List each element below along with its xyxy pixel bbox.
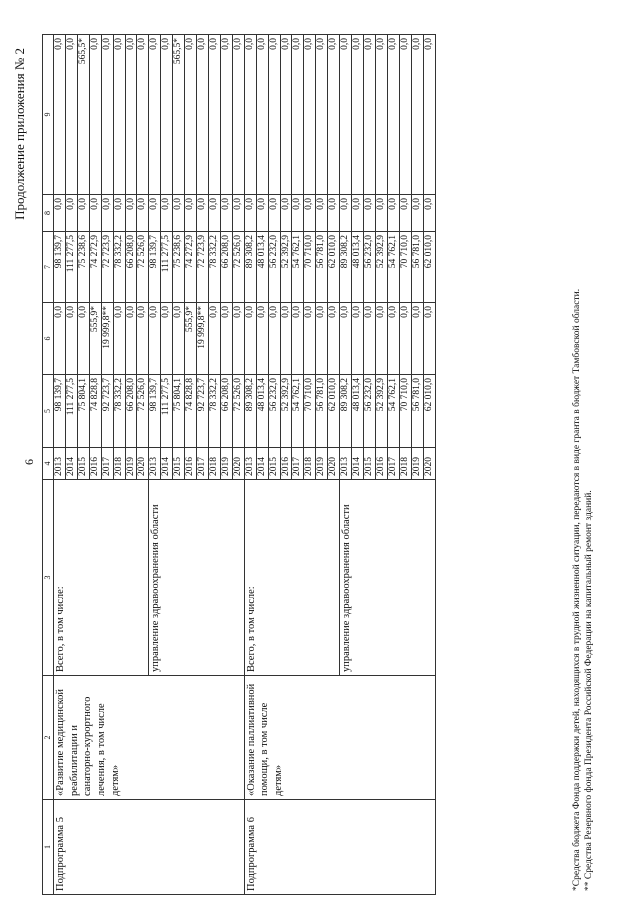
amount-cell: 111 277,5 bbox=[65, 232, 77, 303]
amount-cell: 56 232,0 bbox=[363, 232, 375, 303]
amount-cell: 0,0 bbox=[411, 35, 423, 195]
amount-cell: 56 781,0 bbox=[316, 232, 328, 303]
column-number-header: 8 bbox=[43, 195, 54, 232]
amount-cell: 0,0 bbox=[268, 303, 280, 375]
year-cell: 2019 bbox=[220, 448, 232, 480]
amount-cell: 19 999,8** bbox=[101, 303, 113, 375]
amount-cell: 0,0 bbox=[161, 195, 173, 232]
amount-cell: 98 139,7 bbox=[149, 232, 161, 303]
amount-cell: 54 762,1 bbox=[387, 232, 399, 303]
amount-cell: 0,0 bbox=[208, 35, 220, 195]
amount-cell: 0,0 bbox=[280, 303, 292, 375]
amount-cell: 555,9* bbox=[89, 303, 101, 375]
amount-cell: 72 526,0 bbox=[137, 375, 149, 448]
amount-cell: 0,0 bbox=[101, 35, 113, 195]
amount-cell: 62 010,0 bbox=[423, 375, 435, 448]
amount-cell: 48 013,4 bbox=[256, 375, 268, 448]
amount-cell: 0,0 bbox=[316, 35, 328, 195]
amount-cell: 0,0 bbox=[113, 303, 125, 375]
continuation-caption: Продолжение приложения № 2 bbox=[12, 48, 27, 220]
subprogram-number-cell: Подпрограмма 5 bbox=[54, 800, 245, 895]
year-cell: 2014 bbox=[256, 448, 268, 480]
amount-cell: 78 332,2 bbox=[208, 232, 220, 303]
amount-cell: 0,0 bbox=[256, 303, 268, 375]
amount-cell: 0,0 bbox=[328, 303, 340, 375]
amount-cell: 0,0 bbox=[89, 195, 101, 232]
amount-cell: 66 208,0 bbox=[125, 375, 137, 448]
amount-cell: 52 392,9 bbox=[375, 232, 387, 303]
year-cell: 2018 bbox=[399, 448, 411, 480]
column-number-header: 1 bbox=[43, 800, 54, 895]
year-cell: 2015 bbox=[173, 448, 185, 480]
amount-cell: 0,0 bbox=[423, 35, 435, 195]
amount-cell: 0,0 bbox=[65, 303, 77, 375]
table-row bbox=[54, 35, 66, 895]
amount-cell: 70 710,0 bbox=[399, 232, 411, 303]
amount-cell: 0,0 bbox=[77, 303, 89, 375]
amount-cell: 0,0 bbox=[65, 195, 77, 232]
amount-cell: 56 781,0 bbox=[411, 232, 423, 303]
amount-cell: 98 139,7 bbox=[54, 232, 66, 303]
amount-cell: 0,0 bbox=[101, 195, 113, 232]
amount-cell: 0,0 bbox=[125, 303, 137, 375]
amount-cell: 89 308,2 bbox=[244, 375, 256, 448]
amount-cell: 75 804,1 bbox=[77, 375, 89, 448]
amount-cell: 0,0 bbox=[280, 35, 292, 195]
amount-cell: 0,0 bbox=[149, 303, 161, 375]
year-cell: 2013 bbox=[149, 448, 161, 480]
amount-cell: 56 232,0 bbox=[363, 375, 375, 448]
amount-cell: 48 013,4 bbox=[352, 232, 364, 303]
amount-cell: 78 332,2 bbox=[113, 375, 125, 448]
amount-cell: 78 332,2 bbox=[208, 375, 220, 448]
table-row bbox=[244, 35, 256, 895]
amount-cell: 98 139,7 bbox=[54, 375, 66, 448]
amount-cell: 0,0 bbox=[375, 303, 387, 375]
funding-source-cell: управление здравоохранения области bbox=[340, 480, 435, 676]
amount-cell: 0,0 bbox=[149, 35, 161, 195]
year-cell: 2020 bbox=[137, 448, 149, 480]
amount-cell: 0,0 bbox=[423, 195, 435, 232]
amount-cell: 0,0 bbox=[149, 195, 161, 232]
amount-cell: 62 010,0 bbox=[328, 232, 340, 303]
subprogram-title-cell: «Развитие медицинской реабилитации и санаторно-курортного лечения, в том числе детям» bbox=[54, 676, 245, 800]
year-cell: 2017 bbox=[101, 448, 113, 480]
amount-cell: 0,0 bbox=[220, 195, 232, 232]
amount-cell: 0,0 bbox=[304, 35, 316, 195]
amount-cell: 92 723,7 bbox=[101, 375, 113, 448]
budget-table bbox=[42, 34, 436, 895]
year-cell: 2015 bbox=[77, 448, 89, 480]
amount-cell: 72 526,0 bbox=[137, 232, 149, 303]
amount-cell: 0,0 bbox=[244, 35, 256, 195]
amount-cell: 0,0 bbox=[232, 195, 244, 232]
year-cell: 2014 bbox=[161, 448, 173, 480]
amount-cell: 72 723,9 bbox=[101, 232, 113, 303]
year-cell: 2015 bbox=[363, 448, 375, 480]
amount-cell: 0,0 bbox=[411, 303, 423, 375]
amount-cell: 565,5* bbox=[173, 35, 185, 195]
amount-cell: 89 308,2 bbox=[340, 375, 352, 448]
amount-cell: 0,0 bbox=[256, 195, 268, 232]
year-cell: 2014 bbox=[65, 448, 77, 480]
column-number-header: 6 bbox=[43, 303, 54, 375]
year-cell: 2014 bbox=[352, 448, 364, 480]
amount-cell: 48 013,4 bbox=[352, 375, 364, 448]
amount-cell: 565,5* bbox=[77, 35, 89, 195]
amount-cell: 74 272,9 bbox=[89, 232, 101, 303]
amount-cell: 0,0 bbox=[352, 195, 364, 232]
amount-cell: 0,0 bbox=[161, 35, 173, 195]
year-cell: 2013 bbox=[340, 448, 352, 480]
amount-cell: 54 762,1 bbox=[292, 375, 304, 448]
amount-cell: 0,0 bbox=[232, 303, 244, 375]
column-number-header: 4 bbox=[43, 448, 54, 480]
amount-cell: 56 232,0 bbox=[268, 232, 280, 303]
amount-cell: 0,0 bbox=[340, 35, 352, 195]
subprogram-number-cell: Подпрограмма 6 bbox=[244, 800, 435, 895]
footnote-1: *Средства бюджета Фонда поддержки детей, находящихся в трудной жизненной ситуации, передаются в виде гранта в бюджет Тамбовской области. bbox=[572, 288, 582, 891]
year-cell: 2017 bbox=[292, 448, 304, 480]
amount-cell: 70 710,0 bbox=[399, 375, 411, 448]
amount-cell: 0,0 bbox=[399, 35, 411, 195]
amount-cell: 0,0 bbox=[316, 303, 328, 375]
funding-source-cell: Всего, в том числе: bbox=[54, 480, 149, 676]
amount-cell: 0,0 bbox=[54, 35, 66, 195]
amount-cell: 555,9* bbox=[185, 303, 197, 375]
amount-cell: 56 781,0 bbox=[316, 375, 328, 448]
amount-cell: 0,0 bbox=[292, 303, 304, 375]
amount-cell: 74 828,8 bbox=[89, 375, 101, 448]
amount-cell: 0,0 bbox=[304, 195, 316, 232]
amount-cell: 0,0 bbox=[113, 35, 125, 195]
amount-cell: 0,0 bbox=[387, 195, 399, 232]
amount-cell: 0,0 bbox=[363, 303, 375, 375]
amount-cell: 0,0 bbox=[137, 195, 149, 232]
amount-cell: 0,0 bbox=[328, 35, 340, 195]
amount-cell: 52 392,9 bbox=[375, 375, 387, 448]
year-cell: 2013 bbox=[54, 448, 66, 480]
amount-cell: 0,0 bbox=[292, 195, 304, 232]
column-number-header: 9 bbox=[43, 35, 54, 195]
amount-cell: 72 526,0 bbox=[232, 375, 244, 448]
amount-cell: 0,0 bbox=[352, 35, 364, 195]
amount-cell: 0,0 bbox=[208, 303, 220, 375]
year-cell: 2016 bbox=[375, 448, 387, 480]
amount-cell: 0,0 bbox=[137, 303, 149, 375]
amount-cell: 0,0 bbox=[423, 303, 435, 375]
amount-cell: 0,0 bbox=[304, 303, 316, 375]
amount-cell: 70 710,0 bbox=[304, 232, 316, 303]
footnotes bbox=[572, 289, 596, 891]
year-cell: 2018 bbox=[208, 448, 220, 480]
amount-cell: 0,0 bbox=[185, 195, 197, 232]
amount-cell: 75 238,6 bbox=[173, 232, 185, 303]
amount-cell: 0,0 bbox=[244, 303, 256, 375]
amount-cell: 0,0 bbox=[399, 303, 411, 375]
amount-cell: 0,0 bbox=[292, 35, 304, 195]
amount-cell: 0,0 bbox=[399, 195, 411, 232]
amount-cell: 48 013,4 bbox=[256, 232, 268, 303]
amount-cell: 89 308,2 bbox=[340, 232, 352, 303]
year-cell: 2013 bbox=[244, 448, 256, 480]
amount-cell: 0,0 bbox=[125, 35, 137, 195]
year-cell: 2017 bbox=[197, 448, 209, 480]
amount-cell: 0,0 bbox=[256, 35, 268, 195]
amount-cell: 78 332,2 bbox=[113, 232, 125, 303]
column-number-header: 5 bbox=[43, 375, 54, 448]
column-number-header: 3 bbox=[43, 480, 54, 676]
amount-cell: 56 781,0 bbox=[411, 375, 423, 448]
year-cell: 2019 bbox=[316, 448, 328, 480]
amount-cell: 0,0 bbox=[316, 195, 328, 232]
amount-cell: 111 277,5 bbox=[161, 375, 173, 448]
amount-cell: 52 392,9 bbox=[280, 232, 292, 303]
year-cell: 2016 bbox=[89, 448, 101, 480]
amount-cell: 0,0 bbox=[363, 195, 375, 232]
amount-cell: 54 762,1 bbox=[292, 232, 304, 303]
amount-cell: 74 272,9 bbox=[185, 232, 197, 303]
amount-cell: 0,0 bbox=[173, 195, 185, 232]
amount-cell: 98 139,7 bbox=[149, 375, 161, 448]
header-row bbox=[43, 35, 54, 895]
year-cell: 2019 bbox=[411, 448, 423, 480]
amount-cell: 0,0 bbox=[173, 303, 185, 375]
amount-cell: 66 208,0 bbox=[125, 232, 137, 303]
amount-cell: 0,0 bbox=[54, 303, 66, 375]
year-cell: 2018 bbox=[113, 448, 125, 480]
year-cell: 2019 bbox=[125, 448, 137, 480]
amount-cell: 62 010,0 bbox=[423, 232, 435, 303]
amount-cell: 111 277,5 bbox=[161, 232, 173, 303]
amount-cell: 0,0 bbox=[411, 195, 423, 232]
amount-cell: 54 762,1 bbox=[387, 375, 399, 448]
amount-cell: 0,0 bbox=[161, 303, 173, 375]
amount-cell: 66 208,0 bbox=[220, 232, 232, 303]
amount-cell: 0,0 bbox=[125, 195, 137, 232]
amount-cell: 66 208,0 bbox=[220, 375, 232, 448]
amount-cell: 70 710,0 bbox=[304, 375, 316, 448]
amount-cell: 0,0 bbox=[197, 195, 209, 232]
amount-cell: 0,0 bbox=[268, 195, 280, 232]
amount-cell: 75 238,6 bbox=[77, 232, 89, 303]
amount-cell: 19 999,8** bbox=[197, 303, 209, 375]
year-cell: 2016 bbox=[185, 448, 197, 480]
amount-cell: 0,0 bbox=[352, 303, 364, 375]
amount-cell: 92 723,7 bbox=[197, 375, 209, 448]
amount-cell: 0,0 bbox=[363, 35, 375, 195]
amount-cell: 0,0 bbox=[232, 35, 244, 195]
year-cell: 2020 bbox=[232, 448, 244, 480]
column-number-header: 2 bbox=[43, 676, 54, 800]
amount-cell: 111 277,5 bbox=[65, 375, 77, 448]
amount-cell: 52 392,9 bbox=[280, 375, 292, 448]
amount-cell: 72 723,9 bbox=[197, 232, 209, 303]
amount-cell: 0,0 bbox=[54, 195, 66, 232]
amount-cell: 0,0 bbox=[340, 195, 352, 232]
year-cell: 2016 bbox=[280, 448, 292, 480]
amount-cell: 56 232,0 bbox=[268, 375, 280, 448]
amount-cell: 0,0 bbox=[220, 35, 232, 195]
amount-cell: 0,0 bbox=[113, 195, 125, 232]
subprogram-title-cell: «Оказание паллиативной помощи, в том числе детям» bbox=[244, 676, 435, 800]
column-number-header: 7 bbox=[43, 232, 54, 303]
amount-cell: 62 010,0 bbox=[328, 375, 340, 448]
amount-cell: 0,0 bbox=[89, 35, 101, 195]
amount-cell: 0,0 bbox=[340, 303, 352, 375]
footnote-2: ** Средства Резервного фонда Президента Российской Федерации на капитальный ремонт зданий. bbox=[583, 490, 594, 891]
amount-cell: 0,0 bbox=[387, 35, 399, 195]
amount-cell: 0,0 bbox=[387, 303, 399, 375]
amount-cell: 0,0 bbox=[137, 35, 149, 195]
amount-cell: 0,0 bbox=[328, 195, 340, 232]
amount-cell: 0,0 bbox=[185, 35, 197, 195]
amount-cell: 0,0 bbox=[208, 195, 220, 232]
amount-cell: 0,0 bbox=[65, 35, 77, 195]
page-number: 6 bbox=[22, 459, 36, 465]
amount-cell: 0,0 bbox=[220, 303, 232, 375]
amount-cell: 75 804,1 bbox=[173, 375, 185, 448]
year-cell: 2017 bbox=[387, 448, 399, 480]
funding-source-cell: управление здравоохранения области bbox=[149, 480, 244, 676]
amount-cell: 0,0 bbox=[280, 195, 292, 232]
amount-cell: 0,0 bbox=[77, 195, 89, 232]
year-cell: 2020 bbox=[328, 448, 340, 480]
year-cell: 2018 bbox=[304, 448, 316, 480]
amount-cell: 72 526,0 bbox=[232, 232, 244, 303]
amount-cell: 89 308,2 bbox=[244, 232, 256, 303]
funding-source-cell: Всего, в том числе: bbox=[244, 480, 339, 676]
year-cell: 2015 bbox=[268, 448, 280, 480]
amount-cell: 0,0 bbox=[375, 195, 387, 232]
amount-cell: 0,0 bbox=[375, 35, 387, 195]
amount-cell: 0,0 bbox=[197, 35, 209, 195]
amount-cell: 0,0 bbox=[244, 195, 256, 232]
year-cell: 2020 bbox=[423, 448, 435, 480]
amount-cell: 0,0 bbox=[268, 35, 280, 195]
amount-cell: 74 828,8 bbox=[185, 375, 197, 448]
